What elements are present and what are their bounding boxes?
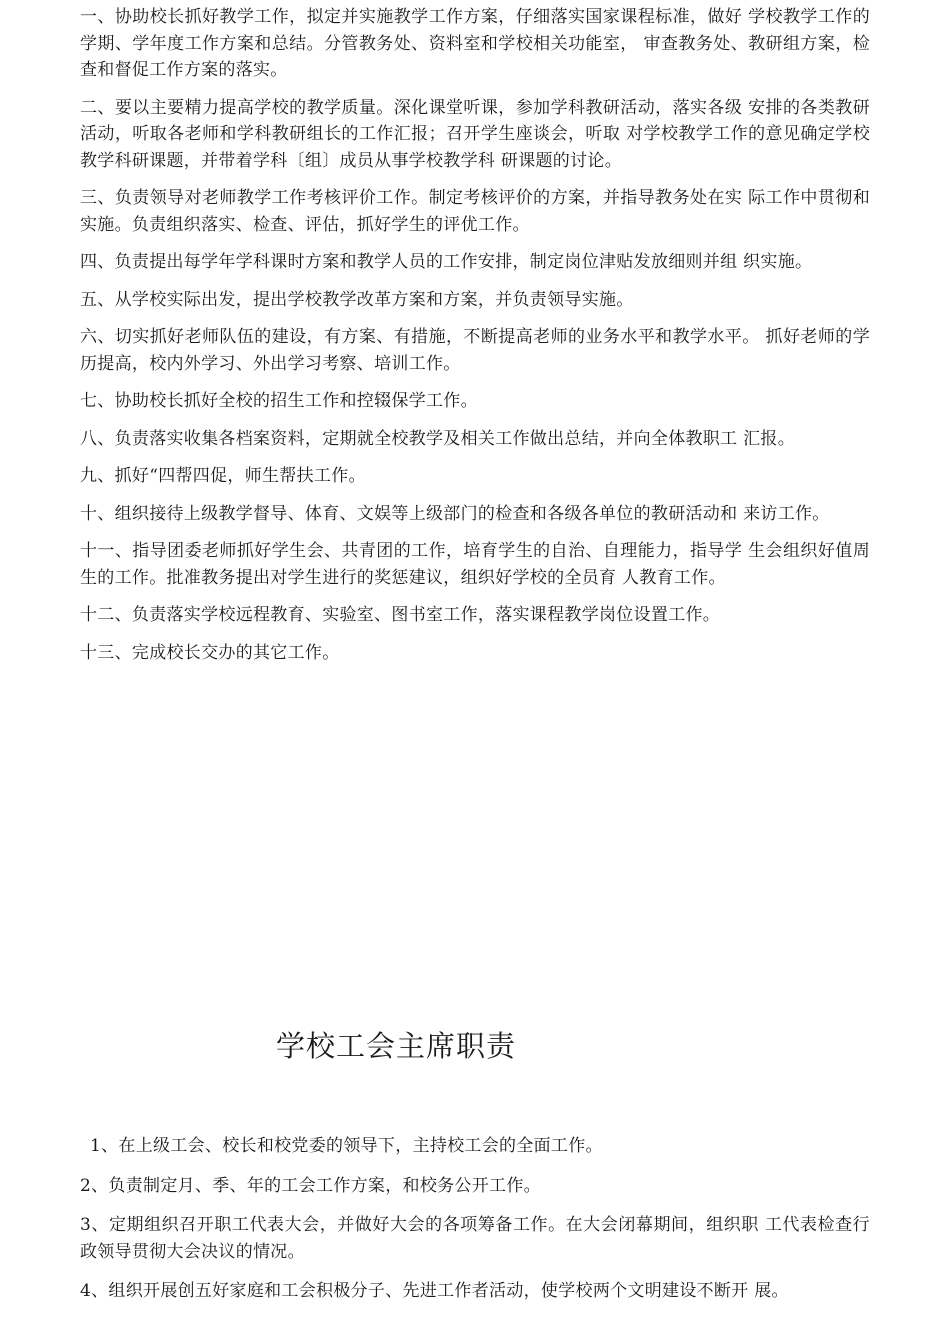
union-duty-item-2: 2、负责制定月、季、年的工会工作方案，和校务公开工作。 <box>80 1175 541 1196</box>
duties-list <box>80 4 870 677</box>
duty-item-4: 四、负责提出每学年学科课时方案和教学人员的工作安排，制定岗位津贴发放细则并组 织实施。 <box>80 252 813 272</box>
union-duty-item-3: 3、定期组织召开职工代表大会，并做好大会的各项筹备工作。在大会闭幕期间，组织职 工代表检查行政领导贯彻大会决议的情况。 <box>80 1215 870 1262</box>
duty-item-6: 六、切实抓好老师队伍的建设，有方案、有措施，不断提高老师的业务水平和教学水平。 抓好老师的学历提高，校内外学习、外出学习考察、培训工作。 <box>80 327 870 374</box>
duty-item-9: 九、抓好“四帮四促，师生帮扶工作。 <box>80 466 366 486</box>
duty-item-3: 三、负责领导对老师教学工作考核评价工作。制定考核评价的方案，并指导教务处在实 际工作中贯彻和实施。负责组织落实、检查、评估，抓好学生的评优工作。 <box>80 188 870 235</box>
duty-item-1: 一、协助校长抓好教学工作，拟定并实施教学工作方案，仔细落实国家课程标准，做好 学校教学工作的学期、学年度工作方案和总结。分管教务处、资料室和学校相关功能室， 审查教务处、教研组方案，检查和督促工作方案的落实。 <box>80 7 870 80</box>
union-duty-item-4: 4、组织开展创五好家庭和工会积极分子、先进工作者活动，使学校两个文明建设不断开 展。 <box>80 1281 789 1301</box>
section-title: 学校工会主席职责 <box>276 1029 517 1063</box>
union-duty-item-1: 1、在上级工会、校长和校党委的领导下，主持校工会的全面工作。 <box>90 1136 603 1156</box>
duty-item-5: 五、从学校实际出发，提出学校教学改革方案和方案，并负责领导实施。 <box>80 289 634 310</box>
duty-item-8: 八、负责落实收集各档案资料，定期就全校教学及相关工作做出总结，并向全体教职工 汇报。 <box>80 428 796 449</box>
duty-item-10: 十、组织接待上级教学督导、体育、文娱等上级部门的检查和各级各单位的教研活动和 来访工作。 <box>80 503 830 524</box>
duty-item-11: 十一、指导团委老师抓好学生会、共青团的工作，培育学生的自治、自理能力，指导学 生会组织好值周生的工作。批准教务提出对学生进行的奖惩建议，组织好学校的全员育 人教育工作。 <box>80 541 870 588</box>
duty-item-13: 十三、完成校长交办的其它工作。 <box>80 642 340 663</box>
union-chair-duties-list <box>80 1133 870 1318</box>
duty-item-2: 二、要以主要精力提高学校的教学质量。深化课堂听课，参加学科教研活动，落实各级 安排的各类教研活动，听取各老师和学科教研组长的工作汇报；召开学生座谈会，听取 对学校教学工作的意见确定学校教学科研课题，并带着学科〔组〕成员从事学校教学科 研课题的讨论。 <box>80 97 870 171</box>
duty-item-7: 七、协助校长抓好全校的招生工作和控辍保学工作。 <box>80 391 478 411</box>
duty-item-12: 十二、负责落实学校远程教育、实验室、图书室工作，落实课程教学岗位设置工作。 <box>80 605 721 625</box>
